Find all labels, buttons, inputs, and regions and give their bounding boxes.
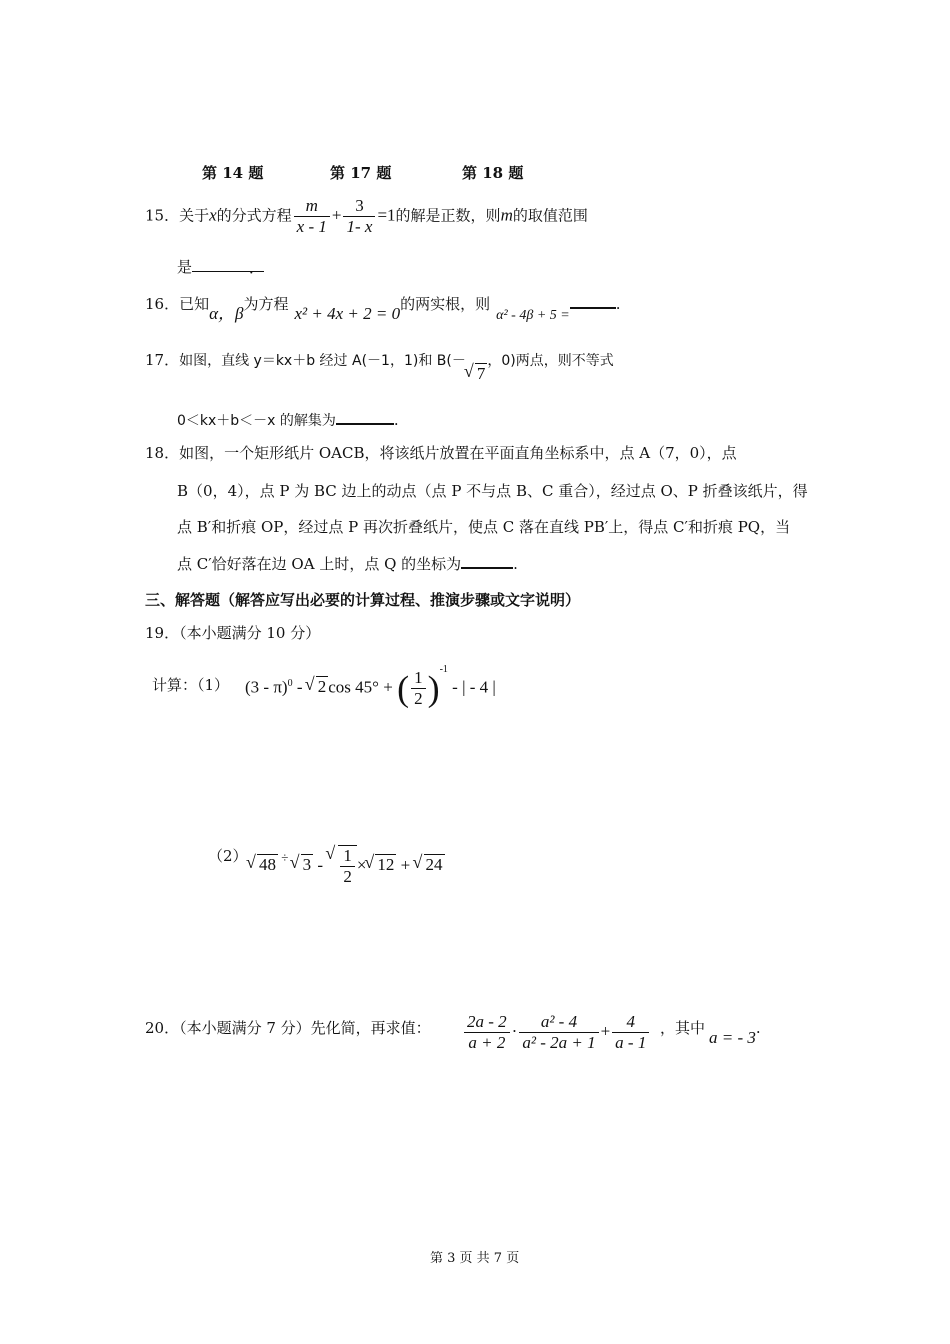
calc-label: 计算：（1） [152,676,230,694]
question-20-condition: ，其中 a = - 3. [660,1019,761,1047]
question-18-line-4: 点 C′恰好落在边 OA 上时，点 Q 的坐标为 . [177,555,518,573]
expression-part-2: √ 48 ÷ √ 3 - √ $\frac{1}{2}$ ×√ 12 + √ 24 [248,845,445,887]
caption-figure-14: 第 14 题 [202,164,264,182]
question-16: 16．已知α，β为方程 x² + 4x + 2 = 0的两实根，则α² - 4β + 5 =. [145,295,621,323]
question-17: 17．如图，直线 y＝kx＋b 经过 A(－1，1)和 B(－√ 7，0)两点，则不等式 [145,349,614,370]
roots: α，β [209,304,244,323]
fraction-1: $\frac{m}{x - 1}$ [294,196,330,237]
question-number: 19． [145,624,180,642]
expression: α² - 4β + 5 = [496,308,570,323]
expression-q20: $\frac{2a - 2}{a + 2}$ · $\frac{\text{a² - 4}}{\text{a² - 2a + 1}}$ + $\frac{4}{a - 1}$ [462,1012,651,1053]
answer-blank[interactable] [570,293,616,309]
question-number: 16． [145,295,180,313]
sqrt-7: √ 7 [466,363,488,384]
question-18: 18．如图，一个矩形纸片 OACB，将该纸片放置在平面直角坐标系中，点 A（7，0），点 [145,444,737,462]
question-18-line-3: 点 B′和折痕 OP，经过点 P 再次折叠纸片，使点 C 落在直线 PB′上，得点 C′和折痕 PQ，当 [177,518,791,536]
question-17-line-2: 0＜kx＋b＜－x 的解集为 . [177,411,399,429]
page-footer: 第 3 页 共 7 页 [430,1251,520,1266]
fraction-2: $\frac{3}{1- x}$ [343,196,375,237]
var-x: x [209,205,217,225]
answer-blank[interactable] [336,409,394,425]
question-number: 20． [145,1019,180,1037]
question-number: 18． [145,444,180,462]
section-heading: 三、解答题（解答应写出必要的计算过程、推演步骤或文字说明） [145,591,581,609]
answer-blank[interactable] [461,553,513,569]
equation: x² + 4x + 2 = 0 [294,304,401,323]
question-20: 20．（本小题满分 7 分）先化简，再求值： [145,1019,431,1037]
part-2-label: （2） [208,847,248,865]
var-m: m [500,205,513,225]
answer-blank[interactable]: ． [192,257,264,272]
question-18-line-2: B（0，4），点 P 为 BC 边上的动点（点 P 不与点 B、C 重合），经过点 O、P 折叠该纸片，得 [177,482,808,500]
question-15: 15．关于x的分式方程 $\frac{m}{x - 1}$ + $\frac{3}{1- x}$ =1的解是正数，则m的取值范围 [145,196,588,236]
question-15-line-2: 是 ． [177,258,265,277]
caption-figure-18: 第 18 题 [462,164,524,182]
question-number: 15． [145,206,180,225]
expression-part-1: (3 - π)$^0$ - √ 2 cos 45° + ( $\frac{1}{2}$ )$^{-1}$ - | - 4 | [245,668,496,709]
question-19: 19．（本小题满分 10 分） [145,624,321,642]
question-number: 17． [145,351,180,369]
caption-figure-17: 第 17 题 [330,164,392,182]
